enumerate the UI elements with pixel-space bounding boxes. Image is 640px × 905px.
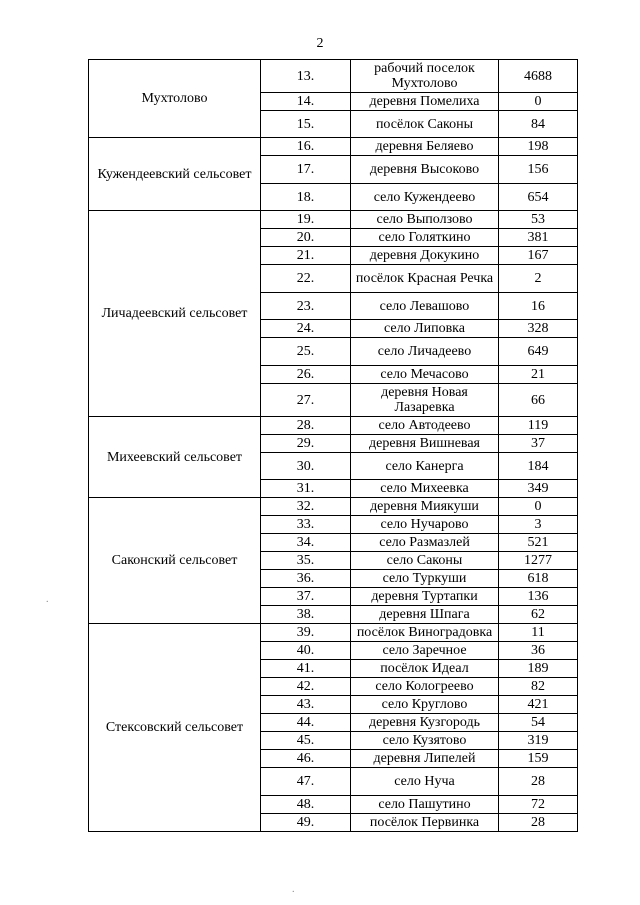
population-value: 62 bbox=[499, 606, 578, 624]
population-value: 84 bbox=[499, 111, 578, 138]
settlement-name: село Левашово bbox=[351, 293, 499, 320]
population-value: 82 bbox=[499, 678, 578, 696]
settlements-table bbox=[88, 59, 578, 832]
row-number: 36. bbox=[261, 570, 351, 588]
population-value: 319 bbox=[499, 732, 578, 750]
settlement-name: село Кузятово bbox=[351, 732, 499, 750]
settlement-name: село Круглово bbox=[351, 696, 499, 714]
population-value: 654 bbox=[499, 184, 578, 211]
table-row bbox=[89, 211, 578, 229]
row-number: 22. bbox=[261, 265, 351, 293]
row-number: 21. bbox=[261, 247, 351, 265]
row-number: 17. bbox=[261, 156, 351, 184]
row-number: 35. bbox=[261, 552, 351, 570]
population-value: 28 bbox=[499, 768, 578, 796]
row-number: 46. bbox=[261, 750, 351, 768]
settlement-name: деревня Вишневая bbox=[351, 435, 499, 453]
row-number: 37. bbox=[261, 588, 351, 606]
row-number: 16. bbox=[261, 138, 351, 156]
settlement-name: деревня Миякуши bbox=[351, 498, 499, 516]
settlement-name: деревня Шпага bbox=[351, 606, 499, 624]
row-number: 19. bbox=[261, 211, 351, 229]
row-number: 44. bbox=[261, 714, 351, 732]
district-cell: Личадеевский сельсовет bbox=[89, 211, 261, 417]
population-value: 72 bbox=[499, 796, 578, 814]
scan-speck: . bbox=[292, 884, 295, 895]
district-cell: Кужендеевский сельсовет bbox=[89, 138, 261, 211]
population-value: 36 bbox=[499, 642, 578, 660]
row-number: 49. bbox=[261, 814, 351, 832]
settlement-name: посёлок Красная Речка bbox=[351, 265, 499, 293]
settlement-name: село Выползово bbox=[351, 211, 499, 229]
row-number: 26. bbox=[261, 366, 351, 384]
settlement-name: село Саконы bbox=[351, 552, 499, 570]
settlement-name: деревня Кузгородь bbox=[351, 714, 499, 732]
population-value: 159 bbox=[499, 750, 578, 768]
row-number: 31. bbox=[261, 480, 351, 498]
settlement-name: село Михеевка bbox=[351, 480, 499, 498]
settlement-name: село Размазлей bbox=[351, 534, 499, 552]
row-number: 47. bbox=[261, 768, 351, 796]
district-cell: Мухтолово bbox=[89, 60, 261, 138]
row-number: 24. bbox=[261, 320, 351, 338]
row-number: 45. bbox=[261, 732, 351, 750]
settlement-name: село Личадеево bbox=[351, 338, 499, 366]
row-number: 14. bbox=[261, 93, 351, 111]
population-value: 21 bbox=[499, 366, 578, 384]
settlement-name: село Кужендеево bbox=[351, 184, 499, 211]
row-number: 43. bbox=[261, 696, 351, 714]
row-number: 33. bbox=[261, 516, 351, 534]
district-cell: Михеевский сельсовет bbox=[89, 417, 261, 498]
population-value: 54 bbox=[499, 714, 578, 732]
settlement-name: село Туркуши bbox=[351, 570, 499, 588]
row-number: 25. bbox=[261, 338, 351, 366]
population-value: 198 bbox=[499, 138, 578, 156]
settlement-name: село Липовка bbox=[351, 320, 499, 338]
population-value: 16 bbox=[499, 293, 578, 320]
district-cell: Стексовский сельсовет bbox=[89, 624, 261, 832]
population-value: 28 bbox=[499, 814, 578, 832]
table-row bbox=[89, 624, 578, 642]
settlement-name: село Мечасово bbox=[351, 366, 499, 384]
population-value: 618 bbox=[499, 570, 578, 588]
population-value: 4688 bbox=[499, 60, 578, 93]
row-number: 30. bbox=[261, 453, 351, 480]
population-value: 0 bbox=[499, 93, 578, 111]
settlement-name: деревня Высоково bbox=[351, 156, 499, 184]
row-number: 23. bbox=[261, 293, 351, 320]
population-value: 649 bbox=[499, 338, 578, 366]
row-number: 13. bbox=[261, 60, 351, 93]
table-row bbox=[89, 417, 578, 435]
row-number: 18. bbox=[261, 184, 351, 211]
row-number: 29. bbox=[261, 435, 351, 453]
row-number: 38. bbox=[261, 606, 351, 624]
table-row bbox=[89, 498, 578, 516]
settlement-name: село Заречное bbox=[351, 642, 499, 660]
population-value: 3 bbox=[499, 516, 578, 534]
settlement-name: село Нучарово bbox=[351, 516, 499, 534]
settlement-name: деревня Липелей bbox=[351, 750, 499, 768]
row-number: 28. bbox=[261, 417, 351, 435]
population-value: 119 bbox=[499, 417, 578, 435]
settlement-name: посёлок Первинка bbox=[351, 814, 499, 832]
population-value: 1277 bbox=[499, 552, 578, 570]
population-value: 381 bbox=[499, 229, 578, 247]
population-value: 184 bbox=[499, 453, 578, 480]
row-number: 20. bbox=[261, 229, 351, 247]
population-value: 66 bbox=[499, 384, 578, 417]
settlement-name: рабочий поселок Мухтолово bbox=[351, 60, 499, 93]
settlement-name: посёлок Виноградовка bbox=[351, 624, 499, 642]
page-number: 2 bbox=[316, 36, 324, 51]
row-number: 27. bbox=[261, 384, 351, 417]
settlement-name: село Кологреево bbox=[351, 678, 499, 696]
district-cell: Саконский сельсовет bbox=[89, 498, 261, 624]
row-number: 34. bbox=[261, 534, 351, 552]
population-value: 167 bbox=[499, 247, 578, 265]
population-value: 349 bbox=[499, 480, 578, 498]
population-value: 37 bbox=[499, 435, 578, 453]
row-number: 39. bbox=[261, 624, 351, 642]
population-value: 53 bbox=[499, 211, 578, 229]
settlement-name: село Автодеево bbox=[351, 417, 499, 435]
settlement-name: деревня Докукино bbox=[351, 247, 499, 265]
population-value: 189 bbox=[499, 660, 578, 678]
population-value: 156 bbox=[499, 156, 578, 184]
row-number: 32. bbox=[261, 498, 351, 516]
settlement-name: село Нуча bbox=[351, 768, 499, 796]
settlement-name: деревня Туртапки bbox=[351, 588, 499, 606]
population-value: 328 bbox=[499, 320, 578, 338]
population-value: 421 bbox=[499, 696, 578, 714]
row-number: 48. bbox=[261, 796, 351, 814]
scan-speck: . bbox=[46, 594, 49, 605]
row-number: 40. bbox=[261, 642, 351, 660]
settlement-name: деревня Помелиха bbox=[351, 93, 499, 111]
settlement-name: село Пашутино bbox=[351, 796, 499, 814]
population-value: 0 bbox=[499, 498, 578, 516]
settlement-name: деревня Беляево bbox=[351, 138, 499, 156]
row-number: 15. bbox=[261, 111, 351, 138]
settlement-name: село Канерга bbox=[351, 453, 499, 480]
settlement-name: посёлок Идеал bbox=[351, 660, 499, 678]
table-row bbox=[89, 138, 578, 156]
table-row bbox=[89, 60, 578, 93]
row-number: 41. bbox=[261, 660, 351, 678]
population-value: 136 bbox=[499, 588, 578, 606]
population-value: 2 bbox=[499, 265, 578, 293]
row-number: 42. bbox=[261, 678, 351, 696]
population-value: 11 bbox=[499, 624, 578, 642]
population-value: 521 bbox=[499, 534, 578, 552]
settlement-name: село Голяткино bbox=[351, 229, 499, 247]
settlement-name: деревня Новая Лазаревка bbox=[351, 384, 499, 417]
settlement-name: посёлок Саконы bbox=[351, 111, 499, 138]
